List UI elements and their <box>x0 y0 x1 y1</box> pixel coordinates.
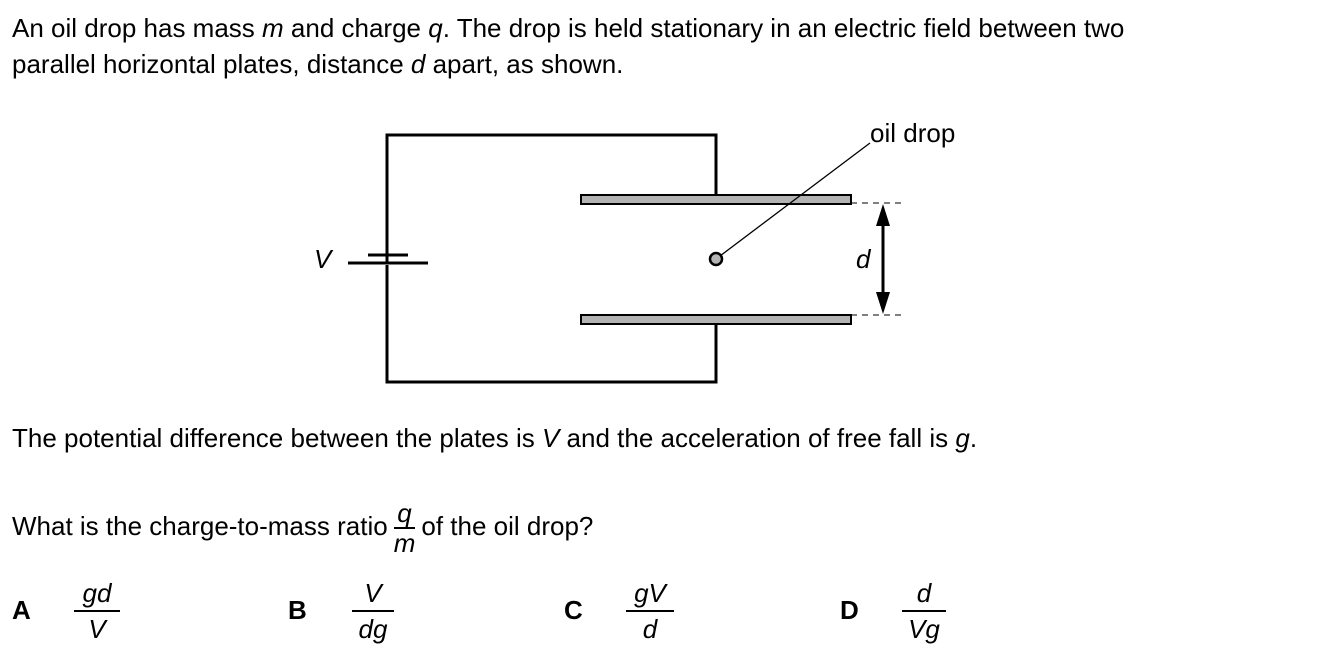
fraction-denominator: m <box>393 528 416 559</box>
charge-symbol: q <box>428 13 443 43</box>
mass-symbol: m <box>262 13 284 43</box>
question-fraction <box>393 498 416 559</box>
question-line <box>12 496 594 559</box>
gravity-symbol: g <box>955 423 970 453</box>
distance-label: d <box>856 244 871 274</box>
option-b-fraction[interactable] <box>352 578 394 644</box>
voltage-label: V <box>314 244 332 274</box>
fraction-numerator: q <box>397 498 412 529</box>
statement-text: . <box>969 423 978 453</box>
statement-text: The potential difference between the plates is <box>12 423 542 453</box>
intro-text: . The drop is held stationary in an electric field between two <box>442 13 1125 43</box>
fraction-bar <box>902 610 946 612</box>
distance-symbol: d <box>410 49 426 79</box>
lower-plate <box>581 315 851 324</box>
option-d-letter[interactable]: D <box>840 595 859 625</box>
fraction-bar <box>352 610 394 612</box>
option-a-fraction[interactable] <box>74 578 120 644</box>
statement-line <box>12 420 977 456</box>
fraction-bar <box>626 610 674 612</box>
question-text: What is the charge-to-mass ratio <box>12 511 388 541</box>
option-a-numerator: gd <box>82 578 112 608</box>
statement-text: and the acceleration of free fall is <box>559 423 956 453</box>
option-a-denominator: V <box>88 614 106 644</box>
oil-drop-label: oil drop <box>870 118 956 148</box>
option-d-denominator: Vg <box>908 614 940 644</box>
option-c-denominator: d <box>642 614 658 644</box>
voltage-symbol: V <box>541 423 560 453</box>
distance-arrow-up-head <box>876 204 890 226</box>
intro-text: apart, as shown. <box>425 49 624 79</box>
option-b-letter[interactable]: B <box>288 595 307 625</box>
intro-text: parallel horizontal plates, distance <box>12 49 411 79</box>
option-c-fraction[interactable] <box>626 578 674 644</box>
intro-text: An oil drop has mass <box>12 13 263 43</box>
option-b-denominator: dg <box>358 614 388 644</box>
distance-arrow-down-head <box>876 292 890 314</box>
option-b-numerator: V <box>364 578 382 608</box>
option-d-fraction[interactable] <box>902 578 946 644</box>
option-c-numerator: gV <box>634 578 666 608</box>
option-a-letter[interactable]: A <box>12 595 31 625</box>
option-c-letter[interactable]: C <box>564 595 583 625</box>
oil-drop <box>710 253 722 265</box>
fraction-bar <box>74 610 120 612</box>
question-text: of the oil drop? <box>421 511 594 541</box>
upper-plate <box>581 195 851 204</box>
option-d-numerator: d <box>916 578 932 608</box>
intro-text: and charge <box>283 13 429 43</box>
